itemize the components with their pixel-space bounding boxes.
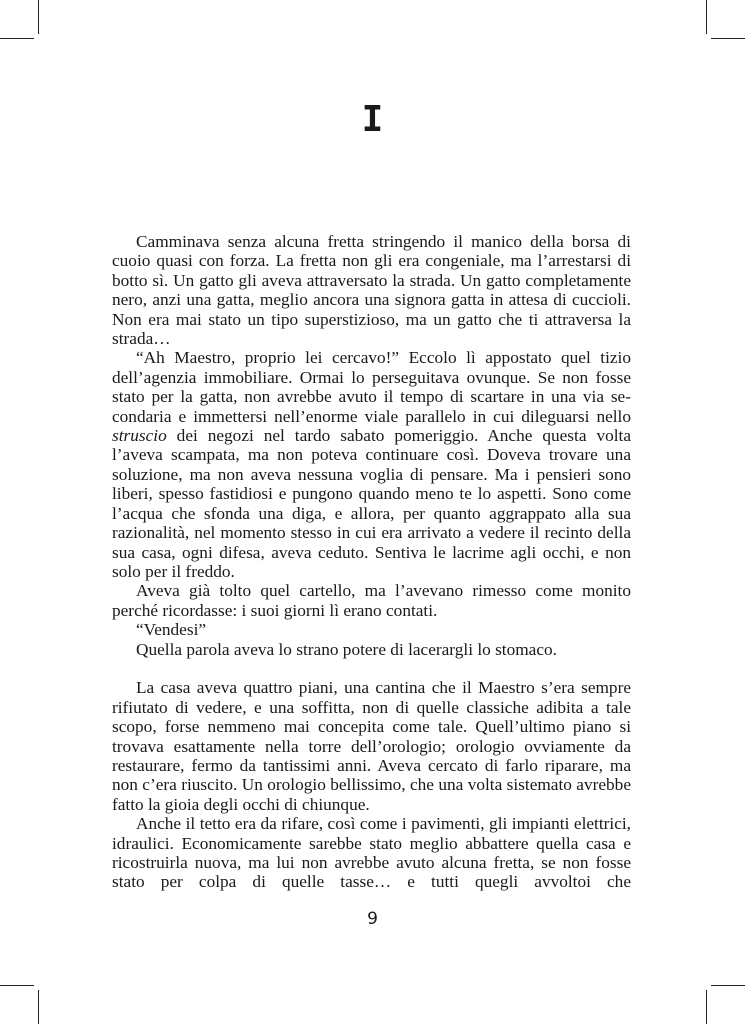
crop-mark-bottom-right: [706, 990, 707, 1024]
crop-mark-top-right-h: [711, 38, 745, 39]
crop-mark-top-left-h: [0, 38, 34, 39]
paragraph-6: La casa aveva quattro piani, una cantina che il Maestro s’era sempre rifiutato di vedere, e una soffitta, non di quelle classiche adibita a tale scopo, forse nemmeno mai concepita come tale. Quell’ultimo piano si trovava esattamente nella torre dell’orologio; orologio ovviamente da restaurare, fermo da tantissimi anni. Aveva cercato di farlo riparare, ma non c’era riuscito. Un orologio bellissimo, che una volta sistemato avrebbe fatto la gioia degli occhi di chiunque.: [112, 678, 631, 814]
chapter-heading: I: [361, 99, 384, 140]
crop-mark-bottom-right-h: [711, 985, 745, 986]
paragraph-7: Anche il tetto era da rifare, così come i pavimenti, gli impianti elettrici, idraulici. Economicamente sarebbe stato meglio abbattere quella casa e ricostruirla nuova, ma lui non avrebbe avuto alcuna fretta, se non fosse stato per colpa di quelle tasse… e tutti quegli avvoltoi che: [112, 814, 631, 892]
page-number: 9: [367, 909, 378, 929]
paragraph-5: Quella parola aveva lo strano potere di lacerargli lo stomaco.: [136, 639, 557, 659]
crop-mark-top-left: [38, 0, 39, 34]
crop-mark-bottom-left-h: [0, 985, 34, 986]
crop-mark-top-right: [706, 0, 707, 34]
body-text: [112, 232, 631, 892]
paragraph-2-text-before: “Ah Maestro, proprio lei cercavo!” Eccolo lì appostato quel tizio dell’agenzia immobiliare. Ormai lo perseguitava ovunque. Se non fosse stato per la gatta, non avrebbe avuto il tempo di scartare in una via secondaria e immettersi nell’enorme viale parallelo in cui dileguarsi nello: [112, 348, 631, 426]
paragraph-1: Camminava senza alcuna fretta stringendo il manico della borsa di cuoio quasi con forza. La fretta non gli era congeniale, ma l’arrestarsi di botto sì. Un gatto gli aveva attraversato la strada. Un gatto completamente nero, anzi una gatta, meglio ancora una signora gatta in attesa di cuccioli. Non era mai stato un tipo superstizioso, ma un gatto che ti attraversa la strada…: [112, 232, 631, 349]
paragraph-2-emphasis: struscio: [112, 426, 167, 446]
paragraph-2: [112, 348, 631, 581]
paragraph-4: “Vendesi”: [136, 620, 207, 640]
paragraph-2-text-after: dei negozi nel tardo sabato pomeriggio. Anche questa volta l’aveva scampata, ma non poteva continuare così. Doveva trovare una soluzione, ma non aveva nessuna voglia di pensare. Ma i pensieri sono liberi, spesso fastidiosi e pungono quando meno te lo aspetti. Sono come l’acqua che sfonda una diga, e allora, per quanto aggrappato alla sua razionalità, nel momento stesso in cui era arrivato a vedere il recinto della sua casa, ogni difesa, aveva ceduto. Sentiva le lacrime agli occhi, e non solo per il freddo.: [112, 426, 631, 581]
paragraph-3: Aveva già tolto quel cartello, ma l’avevano rimesso come monito perché ricordasse: i suoi giorni lì erano contati.: [112, 581, 631, 620]
crop-mark-bottom-left: [38, 990, 39, 1024]
